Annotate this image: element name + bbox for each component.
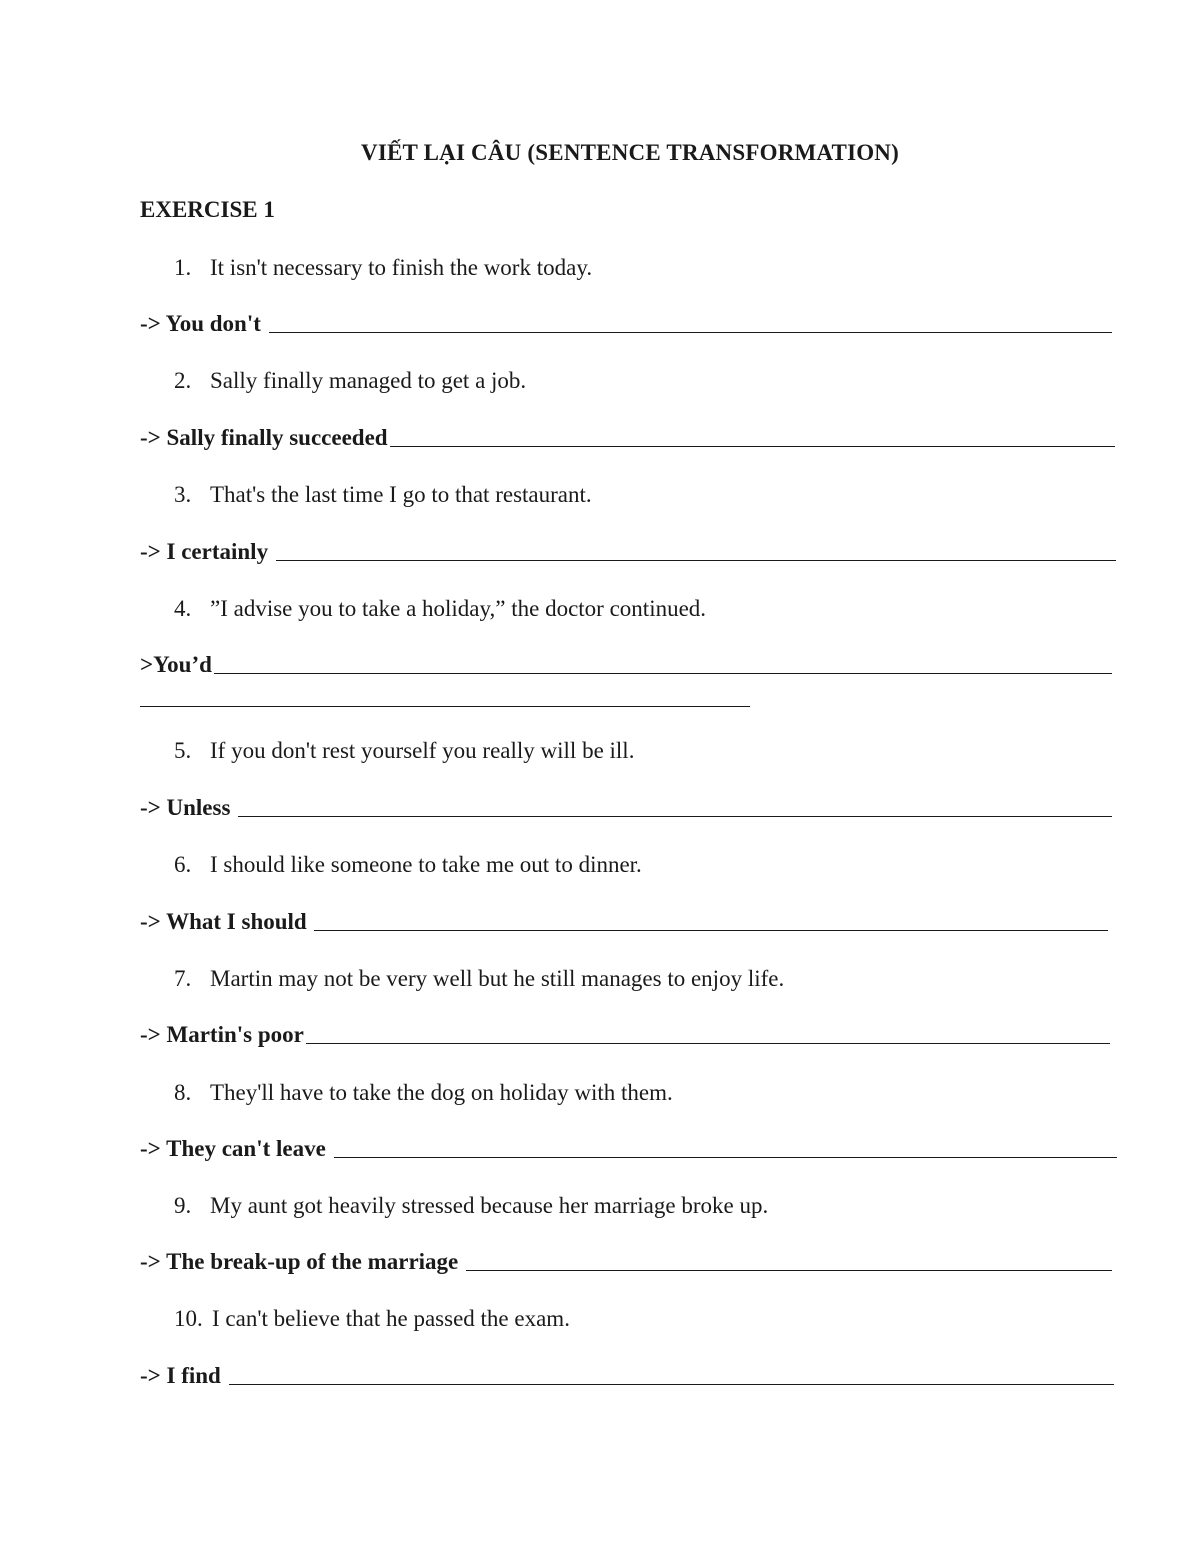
answer-lead: -> Martin's poor [140,1022,304,1047]
answer-blank[interactable] [334,1156,1117,1158]
prompt-sentence: ”I advise you to take a holiday,” the doctor continued. [210,596,707,621]
answer-row-5 [140,795,1112,821]
answer-blank[interactable] [466,1269,1112,1271]
answer-row-1 [140,311,1112,337]
answer-lead: -> Unless [140,795,237,820]
answer-lead: -> The break-up of the marriage [140,1249,465,1274]
prompt-sentence: Sally finally managed to get a job. [210,368,527,393]
prompt-sentence: That's the last time I go to that restaurant. [210,482,592,507]
answer-lead: -> They can't leave [140,1136,332,1161]
prompt-sentence: If you don't rest yourself you really will be ill. [210,738,635,763]
answer-row-2 [140,425,1115,451]
answer-blank[interactable] [314,929,1108,931]
answer-row-6 [140,909,1108,935]
answer-row-3 [140,539,1116,565]
prompt-number: 1. [174,255,192,280]
answer-row-8 [140,1136,1117,1162]
prompt-sentence: They'll have to take the dog on holiday with them. [210,1080,673,1105]
prompt-number: 6. [174,852,192,877]
worksheet-title: VIẾT LẠI CÂU (SENTENCE TRANSFORMATION) [361,140,899,165]
answer-blank[interactable] [238,815,1112,817]
answer-lead: -> You don't [140,311,267,336]
prompt-number: 4. [174,596,192,621]
prompt-sentence: Martin may not be very well but he still manages to enjoy life. [210,966,785,991]
answer-lead: -> I find [140,1363,227,1388]
answer-row-9 [140,1249,1112,1275]
exercise-heading: EXERCISE 1 [140,197,275,222]
prompt-sentence: I should like someone to take me out to dinner. [210,852,642,877]
answer-blank[interactable] [390,445,1115,447]
prompt-number: 7. [174,966,192,991]
answer-lead: >You’d [140,652,212,677]
answer-row-7 [140,1022,1110,1048]
answer-blank[interactable] [306,1042,1110,1044]
prompt-number: 3. [174,482,192,507]
answer-blank[interactable] [229,1383,1114,1385]
answer-lead: -> Sally finally succeeded [140,425,388,450]
answer-row-4 [140,652,1112,678]
prompt-sentence: It isn't necessary to finish the work today. [210,255,593,280]
prompt-sentence: I can't believe that he passed the exam. [212,1306,570,1331]
answer-row-10 [140,1363,1114,1389]
prompt-number: 10. [174,1306,203,1331]
prompt-number: 2. [174,368,192,393]
prompt-number: 8. [174,1080,192,1105]
answer-blank[interactable] [269,331,1112,333]
answer-blank-continuation[interactable] [140,706,750,707]
prompt-sentence: My aunt got heavily stressed because her marriage broke up. [210,1193,769,1218]
answer-lead: -> I certainly [140,539,274,564]
answer-blank[interactable] [214,672,1112,674]
answer-blank[interactable] [276,559,1116,561]
prompt-number: 5. [174,738,192,763]
prompt-number: 9. [174,1193,192,1218]
answer-lead: -> What I should [140,909,313,934]
